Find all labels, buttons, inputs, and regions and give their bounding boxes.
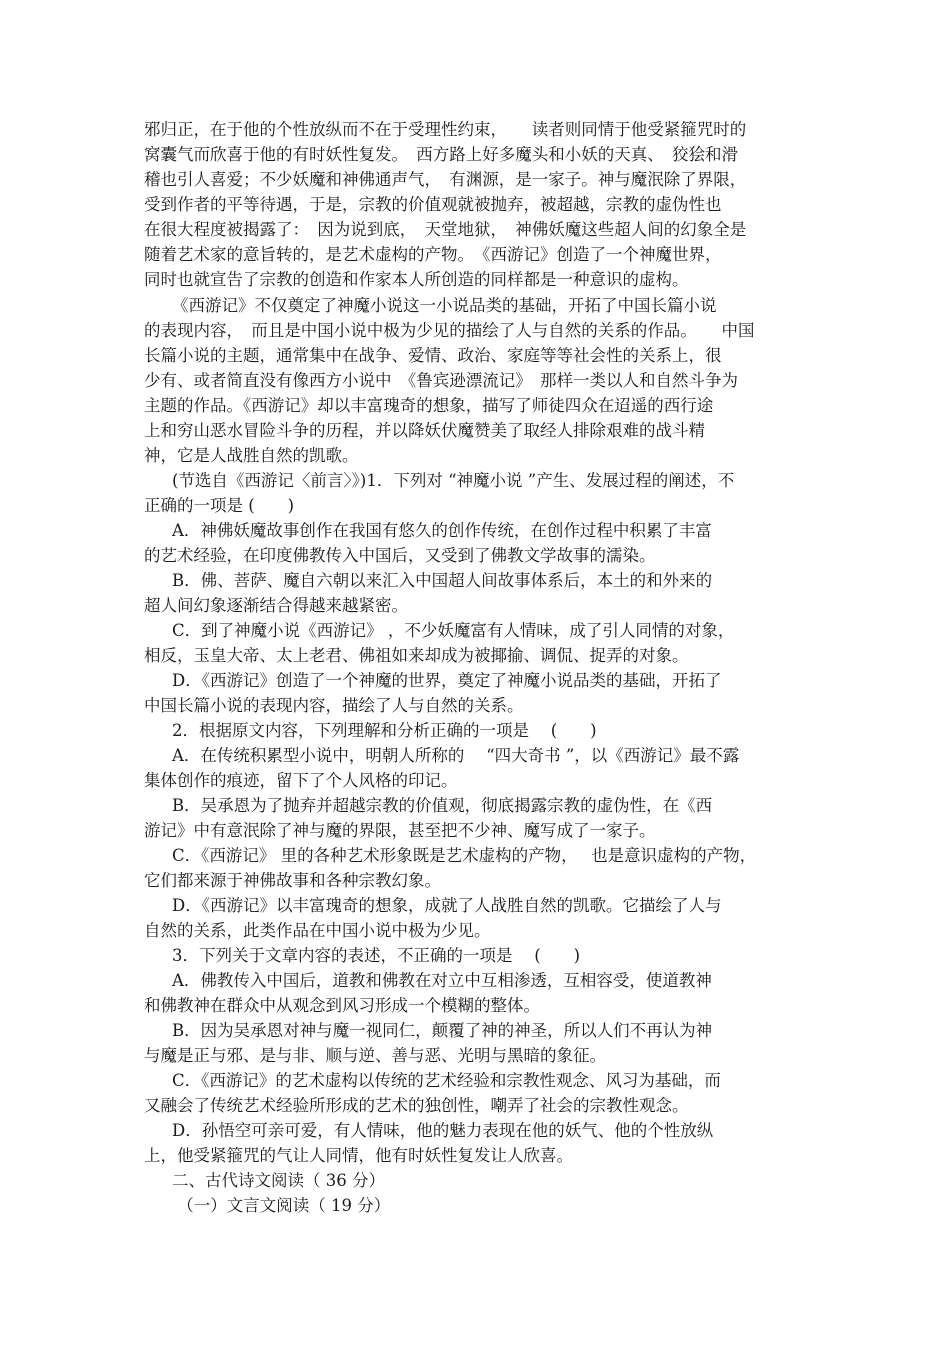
paragraph-start-line: 《西游记》不仅奠定了神魔小说这一小说品类的基础，开拓了中国长篇小说 [172, 296, 717, 315]
text-line: 长篇小说的主题，通常集中在战争、爱情、政治、家庭等等社会性的关系上，很 [144, 346, 722, 365]
question-2-stem: 2．根据原文内容，下列理解和分析正确的一项是 ( ) [172, 721, 597, 740]
text-line: 主题的作品。《西游记》却以丰富瑰奇的想象，描写了师徒四众在迢遥的西行途 [144, 396, 714, 415]
text-line: 又融会了传统艺术经验所形成的艺术的独创性，嘲弄了社会的宗教性观念。 [144, 1096, 689, 1115]
text-line: 神，它是人战胜自然的凯歌。 [144, 446, 359, 465]
text-line: 少有、或者简直没有像西方小说中 《鲁宾逊漂流记》 那样一类以人和自然斗争为 [144, 371, 738, 390]
text-line: 与魔是正与邪、是与非、顺与逆、善与恶、光明与黑暗的象征。 [144, 1046, 606, 1065]
q3-option-d: D．孙悟空可亲可爱，有人情味，他的魅力表现在他的妖气、他的个性放纵 [172, 1121, 714, 1140]
q3-option-a: A．佛教传入中国后，道教和佛教在对立中互相渗透，互相容受，使道教神 [172, 971, 712, 990]
section-heading: 二、古代诗文阅读（ 36 分） [172, 1171, 385, 1190]
q1-option-b: B．佛、菩萨、魔自六朝以来汇入中国超人间故事体系后，本土的和外来的 [172, 571, 713, 590]
question-1-stem: (节选自《西游记〈前言〉》)1．下列对 “神魔小说 ”产生、发展过程的阐述，不 [172, 471, 735, 490]
q2-option-d: D．《西游记》以丰富瑰奇的想象，成就了人战胜自然的凯歌。它描绘了人与 [172, 896, 722, 915]
text-line: 在很大程度被揭露了： 因为说到底， 天堂地狱， 神佛妖魔这些超人间的幻象全是 [144, 220, 747, 239]
text-line: 超人间幻象逐渐结合得越来越紧密。 [144, 596, 408, 615]
question-3-stem: 3．下列关于文章内容的表述，不正确的一项是 ( ) [172, 946, 581, 965]
text-line: 中国长篇小说的表现内容，描绘了人与自然的关系。 [144, 696, 524, 715]
text-line: 窝囊气而欣喜于他的有时妖性复发。 西方路上好多魔头和小妖的天真、 狡狯和滑 [144, 145, 738, 164]
q1-option-d: D．《西游记》创造了一个神魔的世界，奠定了神魔小说品类的基础，开拓了 [172, 671, 722, 690]
text-line: 上和穷山恶水冒险斗争的历程，并以降妖伏魔赞美了取经人排除艰难的战斗精 [144, 421, 705, 440]
text-line: 同时也就宣告了宗教的创造和作家本人所创造的同样都是一种意识的虚构。 [144, 270, 689, 289]
q1-option-a: A．神佛妖魔故事创作在我国有悠久的创作传统，在创作过程中积累了丰富 [172, 521, 712, 540]
text-line: 和佛教神在群众中从观念到风习形成一个模糊的整体。 [144, 996, 540, 1015]
q2-option-a: A．在传统积累型小说中，明朝人所称的 “四大奇书 ”，以《西游记》最不露 [172, 746, 740, 765]
text-line: 游记》中有意泯除了神与魔的界限，甚至把不少神、魔写成了一家子。 [144, 821, 656, 840]
subsection-heading: （一）文言文阅读（ 19 分） [172, 1196, 391, 1215]
text-line: 自然的关系，此类作品在中国小说中极为少见。 [144, 921, 491, 940]
text-line: 随着艺术家的意旨转的，是艺术虚构的产物。 《西游记》创造了一个神魔世界， [144, 245, 722, 264]
text-line: 的表现内容， 而且是中国小说中极为少见的描绘了人与自然的关系的作品。 中国 [144, 321, 755, 340]
text-line: 受到作者的平等待遇，于是，宗教的价值观就被抛弃，被超越，宗教的虚伪性也 [144, 195, 722, 214]
text-line: 稽也引人喜爱；不少妖魔和神佛通声气， 有渊源，是一家子。神与魔泯除了界限， [144, 170, 747, 189]
text-line: 上，他受紧箍咒的气让人同情，他有时妖性复发让人欣喜。 [144, 1146, 573, 1165]
q3-option-b: B．因为吴承恩对神与魔一视同仁，颠覆了神的神圣，所以人们不再认为神 [172, 1021, 713, 1040]
q2-option-b: B．吴承恩为了抛弃并超越宗教的价值观，彻底揭露宗教的虚伪性，在《西 [172, 796, 713, 815]
q2-option-c: C．《西游记》 里的各种艺术形象既是艺术虚构的产物， 也是意识虚构的产物， [172, 846, 757, 865]
question-1-stem-cont: 正确的一项是 ( ) [144, 496, 295, 515]
text-line: 集体创作的痕迹，留下了个人风格的印记。 [144, 771, 458, 790]
text-line: 它们都来源于神佛故事和各种宗教幻象。 [144, 871, 441, 890]
text-line: 邪归正，在于他的个性放纵而不在于受理性约束， 读者则同情于他受紧箍咒时的 [144, 120, 747, 139]
text-line: 相反，玉皇大帝、太上老君、佛祖如来却成为被揶揄、调侃、捉弄的对象。 [144, 646, 689, 665]
text-line: 的艺术经验，在印度佛教传入中国后，又受到了佛教文学故事的濡染。 [144, 546, 656, 565]
q1-option-c: C．到了神魔小说《西游记》 ，不少妖魔富有人情味，成了引人同情的对象， [172, 621, 735, 640]
q3-option-c: C．《西游记》的艺术虚构以传统的艺术经验和宗教性观念、风习为基础，而 [172, 1071, 721, 1090]
